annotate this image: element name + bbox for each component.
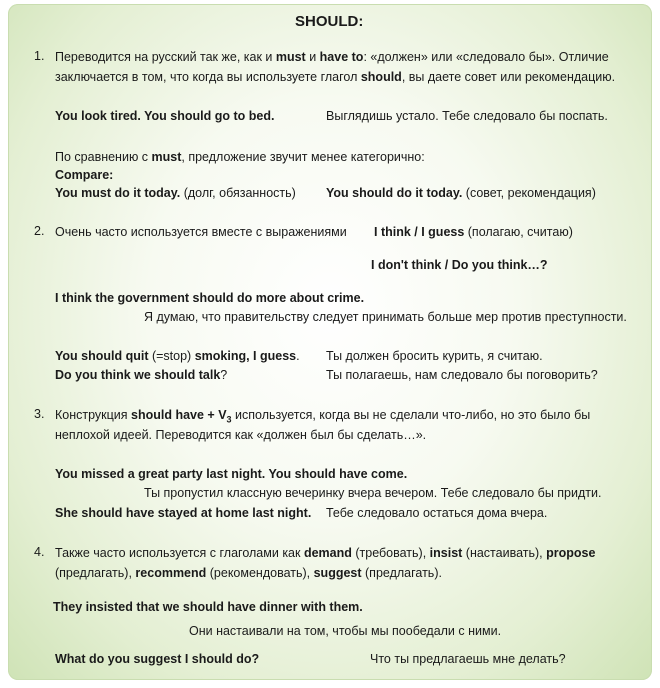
text-run: , вы даете совет или рекомендацию. (401, 70, 616, 84)
text-run: should (360, 70, 402, 84)
section3-example2-en: She should have stayed at home last night. (55, 506, 312, 520)
section1-example-en: You look tired. You should go to bed. (55, 109, 275, 123)
text-run: You should do it today. (326, 186, 463, 200)
section2-example2-ru: Ты должен бросить курить, я считаю. (326, 349, 543, 363)
text-run: demand (303, 546, 352, 560)
page-title: SHOULD: (295, 13, 364, 30)
section-number-2: 2. (34, 224, 45, 238)
section-number-1: 1. (34, 49, 45, 63)
text-run: You must do it today. (55, 186, 181, 200)
text-run: (предлагать), (55, 566, 136, 580)
text-run: have to (319, 50, 364, 64)
text-run: must (275, 50, 306, 64)
section4-example2-en: What do you suggest I should do? (55, 652, 260, 666)
section4-line2 (55, 565, 442, 581)
section1-line1 (55, 49, 609, 65)
text-run: I think / I guess (374, 225, 465, 239)
text-run: propose (546, 546, 596, 560)
text-run: (долг, обязанность) (180, 186, 296, 200)
text-run: ? (220, 368, 228, 382)
text-run: (полагаю, считаю) (464, 225, 573, 239)
text-run: (предлагать). (361, 566, 442, 580)
text-run: (совет, рекомендация) (462, 186, 596, 200)
text-run: и (305, 50, 320, 64)
section1-example-ru: Выглядишь устало. Тебе следовало бы поспать. (326, 109, 608, 123)
section4-example1-en: They insisted that we should have dinner with them. (53, 600, 363, 614)
section2-example3-ru: Ты полагаешь, нам следовало бы поговорить? (326, 368, 598, 382)
section3-example1-en: You missed a great party last night. You should have come. (55, 467, 408, 481)
text-run: You should quit (55, 349, 149, 363)
text-run: (=stop) (148, 349, 195, 363)
section4-line1 (55, 545, 595, 561)
section1-comparison-line (55, 149, 425, 165)
section-number-4: 4. (34, 545, 45, 559)
text-run: По сравнению с (55, 150, 152, 164)
section-number-3: 3. (34, 407, 45, 421)
section3-line1: Конструкция should have + $V_3$ используется, когда вы не сделали что-либо, но это было бы (55, 408, 591, 425)
section2-phrase-dont-think: I don't think / Do you think…? (371, 258, 548, 272)
section3-example2-ru: Тебе следовало остаться дома вчера. (326, 506, 548, 520)
text-run: insist (429, 546, 463, 560)
text-run: заключается в том, что когда вы используете глагол (55, 70, 361, 84)
section2-example1-en: I think the government should do more about crime. (55, 291, 365, 305)
text-run: suggest (313, 566, 362, 580)
text-run: Также часто используется с глаголами как (55, 546, 304, 560)
text-run: must (151, 150, 182, 164)
section4-example1-ru: Они настаивали на том, чтобы мы пообедали с ними. (189, 624, 502, 638)
text-run: (требовать), (351, 546, 430, 560)
section1-line2 (55, 69, 615, 85)
text-run: smoking, I guess (194, 349, 297, 363)
section2-intro: Очень часто используется вместе с выражениями (55, 225, 347, 239)
text-run: Переводится на русский так же, как и (55, 50, 276, 64)
section3-example1-ru: Ты пропустил классную вечеринку вчера вечером. Тебе следовало бы придти. (144, 486, 602, 500)
text-run: : «должен» или «следовало бы». Отличие (363, 50, 609, 64)
text-run: recommend (135, 566, 207, 580)
text-run: , предложение звучит менее категорично: (181, 150, 425, 164)
compare-label: Compare: (55, 168, 114, 182)
section2-example1-ru: Я думаю, что правительству следует принимать больше мер против преступности. (144, 310, 627, 324)
section2-example2-en (55, 348, 300, 364)
text-run: (рекомендовать), (206, 566, 314, 580)
compare-must-example (55, 185, 296, 201)
text-run: Do you think we should talk (55, 368, 221, 382)
section3-line2: неплохой идеей. Переводится как «должен был бы сделать…». (55, 428, 427, 442)
text-run: . (296, 349, 300, 363)
text-run: (настаивать), (462, 546, 547, 560)
grammar-card (8, 4, 652, 680)
section2-example3-en (55, 367, 227, 383)
compare-should-example (326, 185, 596, 201)
section4-example2-ru: Что ты предлагаешь мне делать? (370, 652, 566, 666)
section2-phrase-think-guess (374, 224, 573, 240)
